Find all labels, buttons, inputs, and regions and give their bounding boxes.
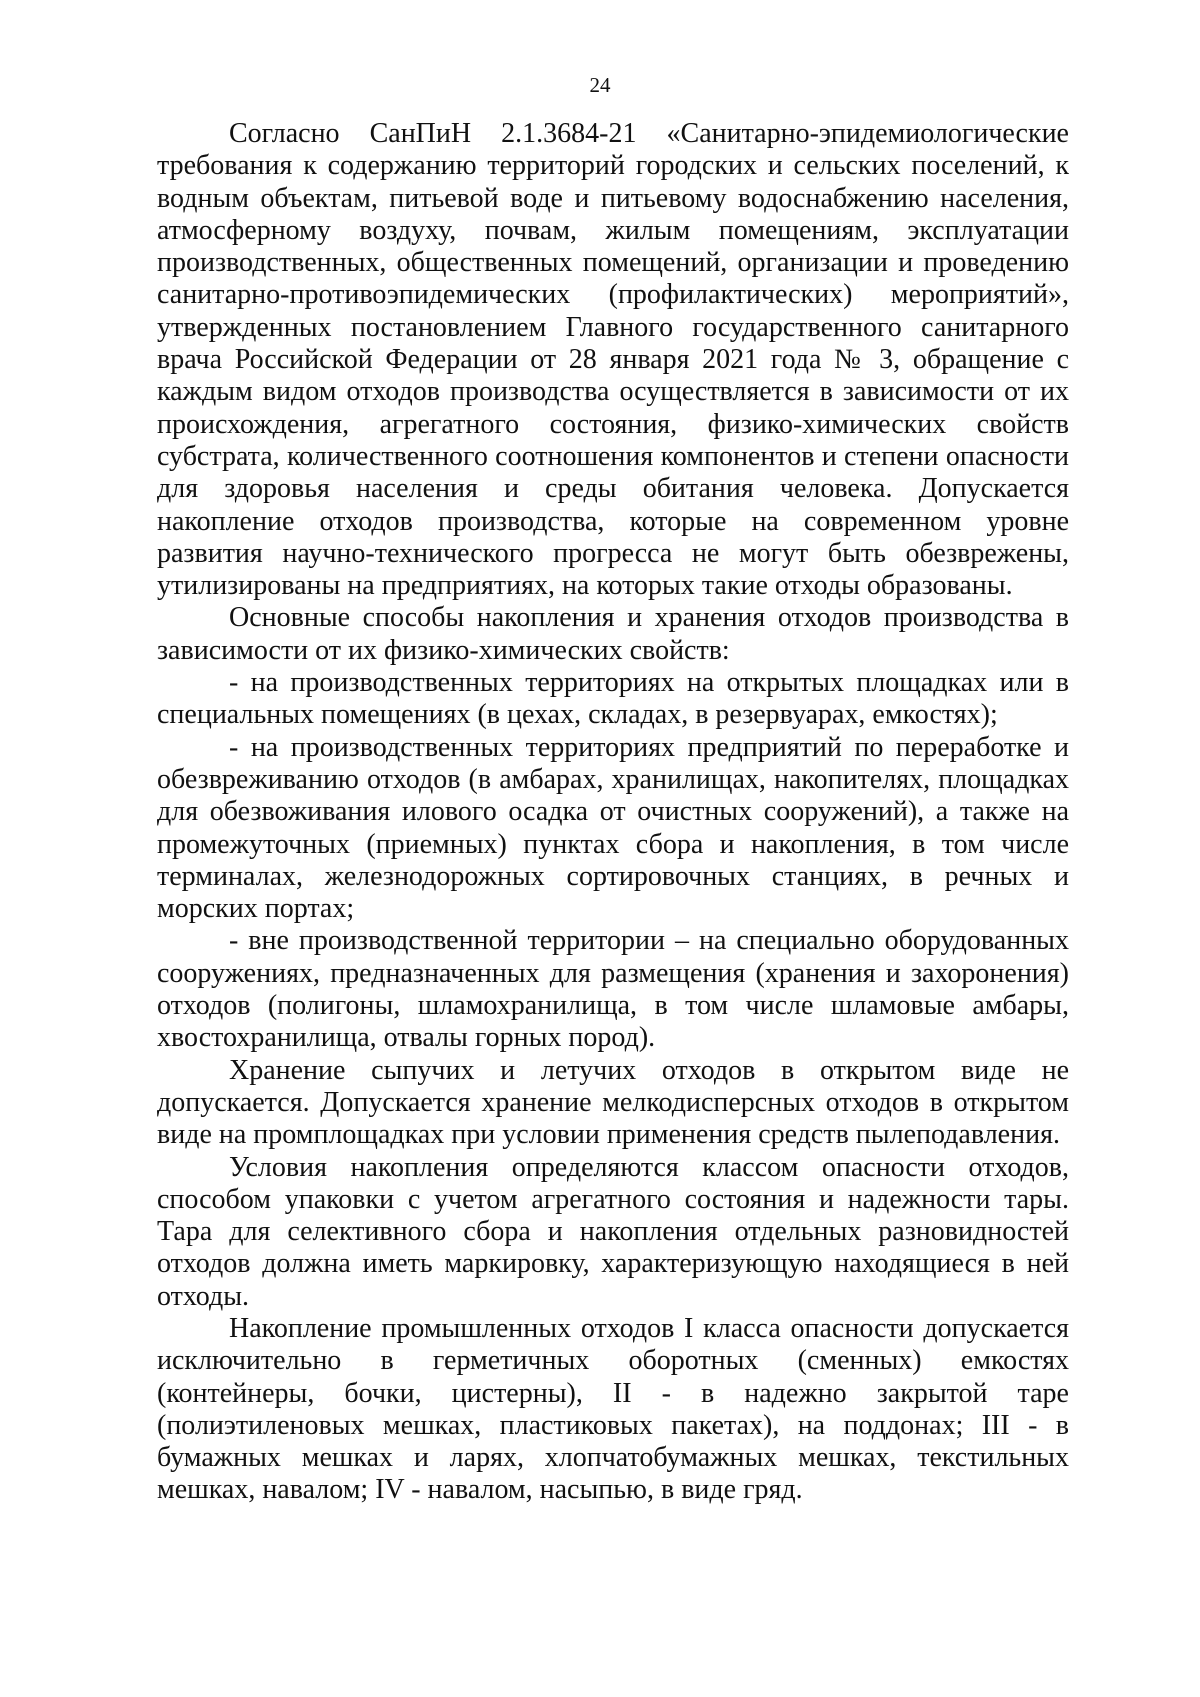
paragraph-storage-methods-intro: Основные способы накопления и хранения отходов производства в зависимости от их физико-химических свойств: [157, 602, 1069, 666]
page-number: 24 [589, 73, 611, 97]
paragraph-sanpin-requirements: Согласно СанПиН 2.1.3684-21 «Санитарно-эпидемиологические требования к содержанию территорий городских и сельских поселений, к водным объектам, питьевой воде и питьевому водоснабжению населения, атмосферному воздуху, почвам, жилым помещениям, эксплуатации производственных, общественных помещений, организации и проведению санитарно-противоэпидемических (профилактических) мероприятий», утвержденных постановлением Главного государственного санитарного врача Российской Федерации от 28 января 2021 года № 3, обращение с каждым видом отходов производства осуществляется в зависимости от их происхождения, агрегатного состояния, физико-химических свойств субстрата, количественного соотношения компонентов и степени опасности для здоровья населения и среды обитания человека. Допускается накопление отходов производства, которые на современном уровне развития научно-технического прогресса не могут быть обезврежены, утилизированы на предприятиях, на которых такие отходы образованы. [157, 118, 1069, 602]
list-item-production-sites: - на производственных территориях на открытых площадках или в специальных помещениях (в цехах, складах, в резервуарах, емкостях); [157, 667, 1069, 731]
document-body [157, 118, 1069, 1507]
list-item-processing-enterprises: - на производственных территориях предприятий по переработке и обезвреживанию отходов (в амбарах, хранилищах, накопителях, площадках для обезвоживания илового осадка от очистных сооружений), а также на промежуточных (приемных) пунктах сбора и накопления, в том числе терминалах, железнодорожных сортировочных станциях, в речных и морских портах; [157, 731, 1069, 925]
list-item-outside-territory: - вне производственной территории – на специально оборудованных сооружениях, предназначенных для размещения (хранения и захоронения) отходов (полигоны, шламохранилища, в том числе шламовые амбары, хвостохранилища, отвалы горных пород). [157, 925, 1069, 1054]
paragraph-hazard-classes: Накопление промышленных отходов I класса опасности допускается исключительно в герметичных оборотных (сменных) емкостях (контейнеры, бочки, цистерны), II - в надежно закрытой таре (полиэтиленовых мешках, пластиковых пакетах), на поддонах; III - в бумажных мешках и ларях, хлопчатобумажных мешках, текстильных мешках, навалом; IV - навалом, насыпью, в виде гряд. [157, 1312, 1069, 1506]
paragraph-accumulation-conditions: Условия накопления определяются классом опасности отходов, способом упаковки с учетом агрегатного состояния и надежности тары. Тара для селективного сбора и накопления отдельных разновидностей отходов должна иметь маркировку, характеризующую находящиеся в ней отходы. [157, 1151, 1069, 1312]
paragraph-open-storage: Хранение сыпучих и летучих отходов в открытом виде не допускается. Допускается хранение мелкодисперсных отходов в открытом виде на промплощадках при условии применения средств пылеподавления. [157, 1054, 1069, 1151]
